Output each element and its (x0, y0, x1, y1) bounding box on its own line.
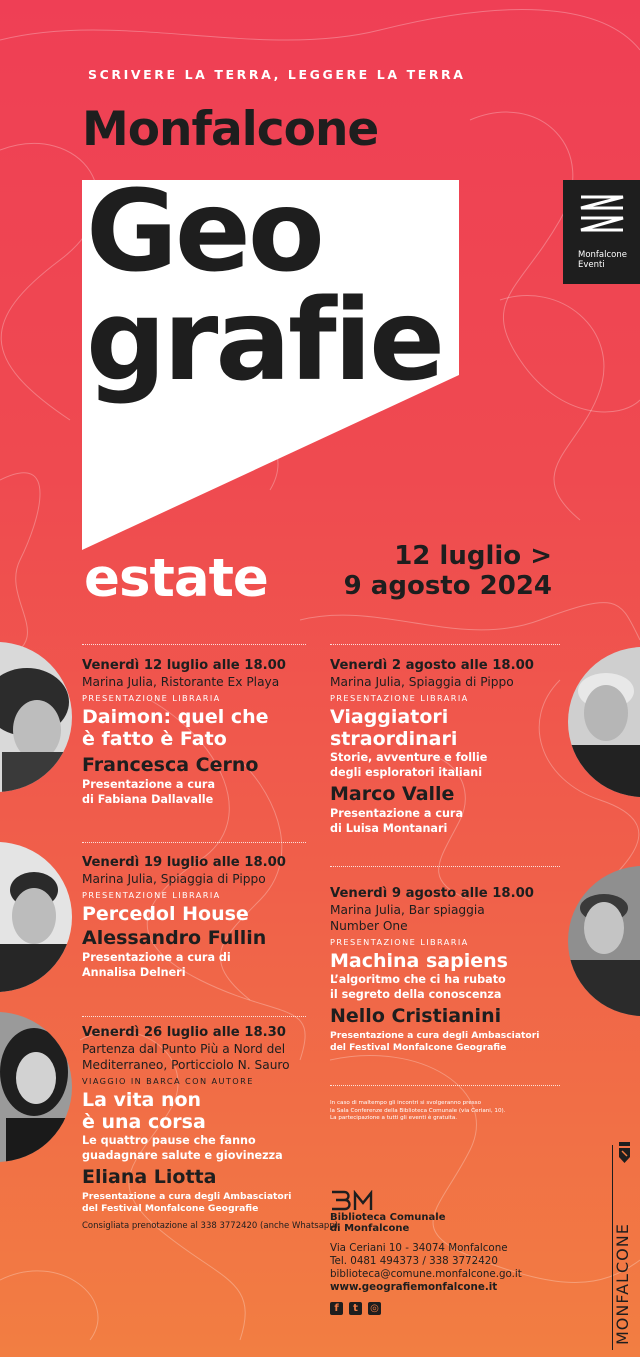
event-category: VIAGGIO IN BARCA CON AUTORE (82, 1076, 254, 1086)
author-name: Marco Valle (330, 783, 455, 805)
presenter-credit-line: Annalisa Delneri (82, 966, 186, 979)
presenter-credit-line: Presentazione a cura (82, 778, 215, 791)
book-title (82, 706, 286, 750)
author-photo-marco-valle (568, 647, 640, 797)
event-card (82, 854, 286, 980)
booking-note: Consigliata prenotazione al 338 3772420 (anche Whatsapp) (82, 1221, 339, 1231)
event-category: PRESENTAZIONE LIBRARIA (82, 693, 221, 703)
book-subtitle (330, 750, 534, 780)
book-title (82, 1089, 338, 1133)
divider (82, 1016, 306, 1017)
festival-dates (344, 541, 552, 601)
event-location-line: Mediterraneo, Porticciolo N. Sauro (82, 1058, 290, 1072)
author-name: Francesca Cerno (82, 754, 259, 776)
event-card (82, 1024, 338, 1232)
book-title: Machina sapiens (330, 950, 508, 972)
event-category: PRESENTAZIONE LIBRARIA (330, 937, 469, 947)
author-name: Eliana Liotta (82, 1166, 217, 1188)
event-category: PRESENTAZIONE LIBRARIA (330, 693, 469, 703)
notice-line: La partecipazione a tutti gli eventi è gratuita. (330, 1115, 458, 1121)
event-card (330, 885, 539, 1054)
presenter-credit-line: Presentazione a cura (330, 807, 463, 820)
author-photo-francesca-cerno (0, 642, 72, 792)
presenter-credit (330, 1030, 539, 1054)
festival-tagline: SCRIVERE LA TERRA, LEGGERE LA TERRA (88, 67, 466, 82)
book-subtitle-line: degli esploratori italiani (330, 766, 483, 779)
city-crest-icon (618, 1142, 631, 1164)
social-links (330, 1302, 381, 1315)
presenter-credit-line: Presentazione a cura degli Ambasciatori (330, 1030, 540, 1041)
event-location: Marina Julia, Spiaggia di Pippo (82, 872, 266, 886)
book-subtitle-line: Storie, avventure e follie (330, 751, 488, 764)
festival-website[interactable]: www.geografiemonfalcone.it (330, 1281, 498, 1293)
event-datetime: Venerdì 26 luglio alle 18.30 (82, 1025, 286, 1040)
book-subtitle-line: il segreto della conoscenza (330, 988, 502, 1001)
book-subtitle-line: L’algoritmo che ci ha rubato (330, 973, 506, 986)
logo-label-line1: Monfalcone (578, 250, 627, 260)
presenter-credit-line: del Festival Monfalcone Geografie (82, 1203, 259, 1214)
event-location: Marina Julia, Ristorante Ex Playa (82, 675, 280, 689)
library-address: Via Ceriani 10 - 34074 Monfalcone (330, 1242, 508, 1254)
event-location: Marina Julia, Spiaggia di Pippo (330, 675, 514, 689)
book-title-line: è una corsa (82, 1111, 206, 1133)
book-subtitle-line: guadagnare salute e giovinezza (82, 1149, 283, 1162)
event-location-line: Marina Julia, Bar spiaggia (330, 903, 485, 917)
event-location-line: Partenza dal Punto Più a Nord del (82, 1042, 286, 1056)
book-title-line: straordinari (330, 728, 458, 750)
presenter-credit-line: Presentazione a cura degli Ambasciatori (82, 1191, 292, 1202)
library-name-line1: Biblioteca Comunale (330, 1212, 446, 1223)
book-title (330, 706, 534, 750)
presenter-credit (330, 806, 534, 836)
library-name (330, 1212, 445, 1234)
book-title-line: è fatto è Fato (82, 728, 227, 750)
divider (330, 866, 560, 867)
event-datetime: Venerdì 9 agosto alle 18.00 (330, 886, 534, 901)
festival-title-line2: grafie (86, 276, 443, 406)
presenter-credit-line: Presentazione a cura di (82, 951, 231, 964)
event-card (330, 657, 534, 836)
event-datetime: Venerdì 19 luglio alle 18.00 (82, 855, 286, 870)
book-subtitle-line: Le quattro pause che fanno (82, 1134, 256, 1147)
event-location-line: Number One (330, 919, 408, 933)
logo-label (578, 250, 627, 270)
presenter-credit (82, 950, 286, 980)
event-category: PRESENTAZIONE LIBRARIA (82, 890, 221, 900)
book-title-line: La vita non (82, 1089, 202, 1111)
event-card (82, 657, 286, 807)
city-name: Monfalcone (82, 102, 379, 157)
presenter-credit (82, 1191, 338, 1215)
instagram-icon[interactable]: ◎ (368, 1302, 381, 1315)
library-email[interactable]: biblioteca@comune.monfalcone.go.it (330, 1268, 522, 1280)
divider (330, 644, 560, 645)
library-logo-icon (330, 1190, 378, 1212)
zigzag-m-logo-icon (579, 194, 625, 234)
presenter-credit-line: del Festival Monfalcone Geografie (330, 1042, 507, 1053)
library-name-line2: di Monfalcone (330, 1223, 410, 1234)
event-location (82, 1041, 338, 1073)
facebook-icon[interactable]: f (330, 1302, 343, 1315)
divider (82, 842, 306, 843)
divider (330, 1085, 560, 1086)
book-title-line: Daimon: quel che (82, 706, 269, 728)
divider (82, 644, 306, 645)
notice-line: In caso di maltempo gli incontri si svolgeranno presso (330, 1100, 482, 1106)
author-photo-alessandro-fullin (0, 842, 72, 992)
festival-title-line1: Geo (86, 167, 322, 297)
event-datetime: Venerdì 12 luglio alle 18.00 (82, 658, 286, 673)
book-subtitle (330, 972, 539, 1002)
library-phone: Tel. 0481 494373 / 338 3772420 (330, 1255, 498, 1267)
author-photo-nello-cristianini (568, 866, 640, 1016)
book-subtitle (82, 1133, 338, 1163)
author-name: Alessandro Fullin (82, 927, 267, 949)
presenter-credit-line: di Luisa Montanari (330, 822, 448, 835)
edition-label: estate (84, 548, 268, 609)
book-title-line: Viaggiatori (330, 706, 449, 728)
weather-notice (330, 1100, 530, 1123)
presenter-credit (82, 777, 286, 807)
notice-line: la Sala Conferenze della Biblioteca Comunale (via Ceriani, 10). (330, 1107, 506, 1114)
event-location (330, 902, 539, 934)
author-name: Nello Cristianini (330, 1005, 502, 1027)
dates-line1: 12 luglio > (394, 541, 552, 571)
twitter-icon[interactable]: t (349, 1302, 362, 1315)
presenter-credit-line: di Fabiana Dallavalle (82, 793, 214, 806)
author-photo-eliana-liotta (0, 1012, 72, 1162)
footer-brand-vertical: MONFALCONE (613, 1223, 632, 1345)
book-title: Percedol House (82, 903, 249, 925)
dates-line2: 9 agosto 2024 (343, 571, 552, 601)
library-contacts (330, 1242, 522, 1294)
logo-label-line2: Eventi (578, 260, 605, 270)
event-datetime: Venerdì 2 agosto alle 18.00 (330, 658, 534, 673)
